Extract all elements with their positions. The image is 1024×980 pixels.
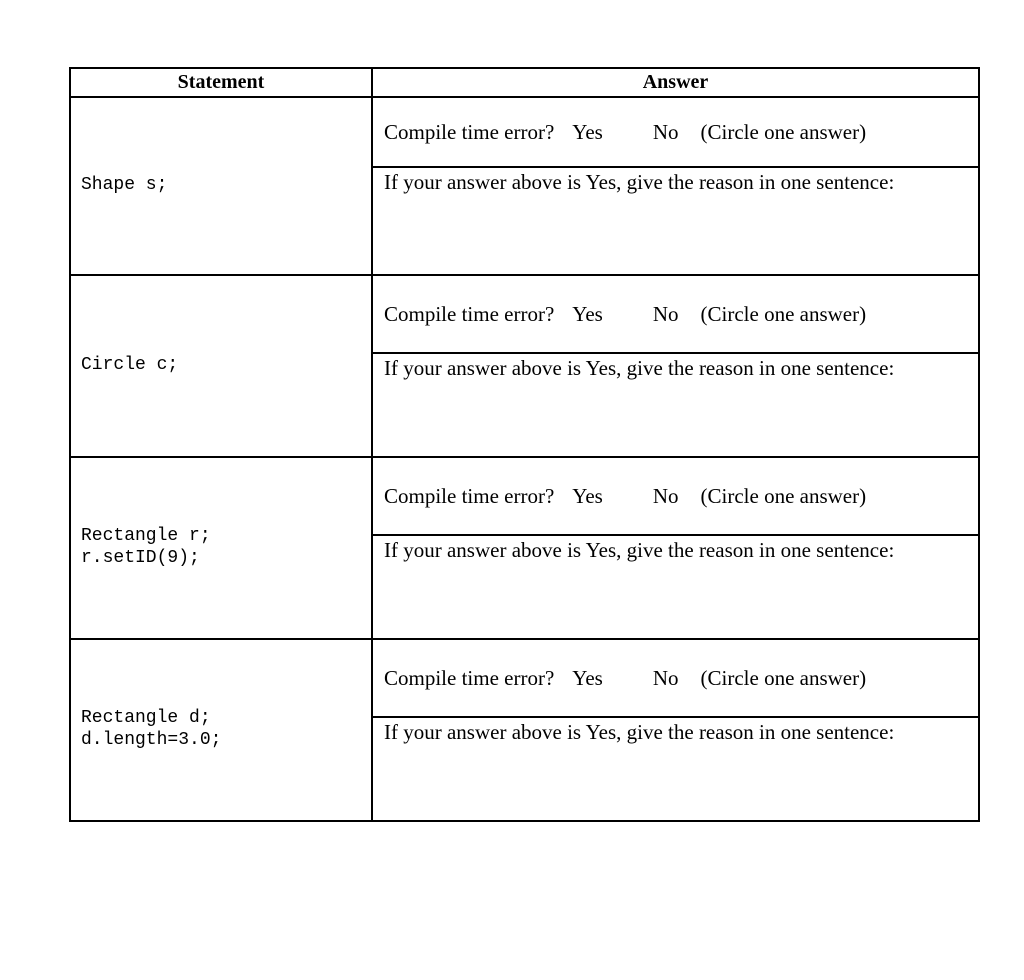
question-text: Compile time error? — [384, 119, 555, 144]
code-line: Rectangle r; — [81, 526, 211, 547]
compile-error-question — [373, 98, 978, 168]
no-option[interactable]: No — [652, 119, 679, 144]
reason-prompt: If your answer above is Yes, give the reason in one sentence: — [384, 720, 895, 744]
yes-option[interactable]: Yes — [572, 483, 603, 508]
statement-column-header: Statement — [70, 68, 372, 97]
question-text: Compile time error? — [384, 483, 555, 508]
code-line: Rectangle d; — [81, 708, 211, 729]
compile-error-question — [373, 276, 978, 354]
circle-instruction: (Circle one answer) — [700, 665, 867, 690]
answer-cell — [372, 97, 979, 275]
reason-answer-area[interactable] — [373, 354, 978, 381]
compile-error-question — [373, 640, 978, 718]
yes-option[interactable]: Yes — [572, 665, 603, 690]
table-row — [70, 639, 979, 821]
question-text: Compile time error? — [384, 665, 555, 690]
reason-answer-area[interactable] — [373, 718, 978, 745]
reason-answer-area[interactable] — [373, 168, 978, 195]
answer-cell — [372, 275, 979, 457]
answer-cell — [372, 457, 979, 639]
table-row — [70, 457, 979, 639]
answer-cell — [372, 639, 979, 821]
compile-error-question — [373, 458, 978, 536]
yes-option[interactable]: Yes — [572, 301, 603, 326]
header-row — [70, 68, 979, 97]
code-line: Circle c; — [81, 355, 179, 376]
no-option[interactable]: No — [652, 483, 679, 508]
statement-cell — [70, 457, 372, 639]
table-row — [70, 97, 979, 275]
reason-answer-area[interactable] — [373, 536, 978, 563]
question-text: Compile time error? — [384, 301, 555, 326]
reason-prompt: If your answer above is Yes, give the reason in one sentence: — [384, 356, 895, 380]
statement-cell — [70, 639, 372, 821]
answer-column-header: Answer — [372, 68, 979, 97]
statement-cell — [70, 97, 372, 275]
statement-cell — [70, 275, 372, 457]
reason-prompt: If your answer above is Yes, give the reason in one sentence: — [384, 538, 895, 562]
compile-error-worksheet-table — [69, 67, 980, 822]
circle-instruction: (Circle one answer) — [700, 301, 867, 326]
code-line: r.setID(9); — [81, 548, 200, 568]
circle-instruction: (Circle one answer) — [700, 119, 867, 144]
table-row — [70, 275, 979, 457]
no-option[interactable]: No — [652, 665, 679, 690]
circle-instruction: (Circle one answer) — [700, 483, 867, 508]
code-line: Shape s; — [81, 175, 168, 196]
no-option[interactable]: No — [652, 301, 679, 326]
reason-prompt: If your answer above is Yes, give the reason in one sentence: — [384, 170, 895, 194]
code-line: d.length=3.0; — [81, 730, 222, 750]
yes-option[interactable]: Yes — [572, 119, 603, 144]
